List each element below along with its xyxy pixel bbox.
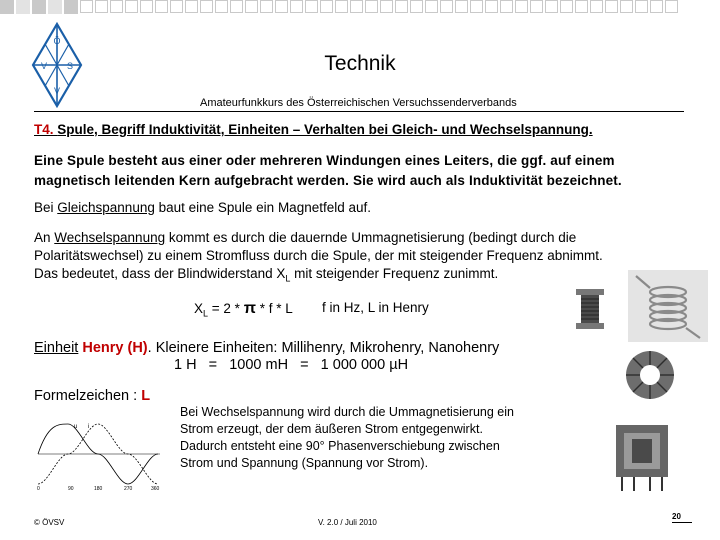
page-subtitle: Amateurfunkkurs des Österreichischen Versuchssenderverbands xyxy=(200,97,517,109)
formula-lhs: X xyxy=(194,301,204,316)
grid-cell xyxy=(515,0,528,13)
grid-cell xyxy=(620,0,633,13)
ac-line1-rest: kommt es durch die dauernde Ummagnetisierung (bedingt durch die xyxy=(165,230,577,245)
grid-cell xyxy=(395,0,408,13)
phase-shift-graph xyxy=(34,418,164,493)
grid-cell xyxy=(350,0,363,13)
grid-cell xyxy=(320,0,333,13)
grid-cell xyxy=(200,0,213,13)
grid-cell xyxy=(305,0,318,13)
air-coil-image xyxy=(628,270,708,342)
grid-cell xyxy=(140,0,153,13)
reactance-formula xyxy=(194,300,293,319)
ac-line3-sub: L xyxy=(285,273,291,284)
formelzeichen xyxy=(34,388,150,404)
grid-cell xyxy=(605,0,618,13)
grid-cell xyxy=(335,0,348,13)
grid-cell xyxy=(155,0,168,13)
curve-label-i: i xyxy=(88,424,90,430)
grid-cell xyxy=(230,0,243,13)
unit-line xyxy=(34,340,499,356)
unit-rest: . Kleinere Einheiten: Millihenry, Mikrohenry, Nanohenry xyxy=(147,340,500,356)
transformer-image xyxy=(610,415,674,495)
tick-label: 90 xyxy=(68,486,74,492)
footer-copyright: © ÖVSV xyxy=(34,518,65,527)
tick-label: 180 xyxy=(94,486,103,492)
ac-paragraph xyxy=(34,229,694,288)
section-heading xyxy=(34,122,593,137)
svg-text:V: V xyxy=(40,61,48,71)
grid-cell xyxy=(48,0,62,14)
grid-cell xyxy=(110,0,123,13)
formula-lhs-sub: L xyxy=(203,308,209,319)
footer-rule xyxy=(672,522,692,523)
unit-equation: 1 H = 1000 mH = 1 000 000 µH xyxy=(174,357,409,373)
grid-cell xyxy=(575,0,588,13)
unit-name: Henry (H) xyxy=(82,340,148,356)
ac-line-2: Polaritätswechsel) zu einem Stromfluss durch die Spule, der mit steigender Frequenz abnimmt. xyxy=(34,248,603,263)
grid-cell xyxy=(590,0,603,13)
formula-rest: * f * L xyxy=(255,301,293,316)
formelzeichen-symbol: L xyxy=(141,388,151,404)
grid-cell xyxy=(95,0,108,13)
section-heading-text: Spule, Begriff Induktivität, Einheiten – Verhalten bei Gleich- und Wechselspannung. xyxy=(57,122,593,137)
grid-cell xyxy=(170,0,183,13)
grid-cell xyxy=(410,0,423,13)
tick-label: 0 xyxy=(37,486,40,492)
grid-cell xyxy=(665,0,678,13)
ac-line-1 xyxy=(34,229,694,247)
grid-cell xyxy=(80,0,93,13)
svg-text:V: V xyxy=(53,86,61,96)
grid-cell xyxy=(545,0,558,13)
formula-units: f in Hz, L in Henry xyxy=(322,300,429,315)
grid-cell xyxy=(380,0,393,13)
dc-rest: baut eine Spule ein Magnetfeld auf. xyxy=(154,200,372,215)
grid-cell xyxy=(275,0,288,13)
grid-cell xyxy=(650,0,663,13)
footer-version: V. 2.0 / Juli 2010 xyxy=(318,518,377,527)
decorative-grid xyxy=(0,0,680,14)
formelzeichen-label: Formelzeichen : xyxy=(34,388,142,404)
ac-line3-post: mit steigender Frequenz zunimmt. xyxy=(290,266,499,281)
dc-paragraph xyxy=(34,199,694,217)
grid-cell xyxy=(32,0,46,14)
ac-line3-pre: Das bedeutet, dass der Blindwiderstand X xyxy=(34,266,286,281)
grid-cell xyxy=(425,0,438,13)
grid-cell xyxy=(64,0,78,14)
grid-cell xyxy=(560,0,573,13)
formula-eq: = 2 * xyxy=(208,301,244,316)
grid-cell xyxy=(290,0,303,13)
svg-text:Ö: Ö xyxy=(53,36,61,46)
grid-cell xyxy=(470,0,483,13)
ac-prefix: An xyxy=(34,230,55,245)
ac-keyword: Wechselspannung xyxy=(54,230,166,245)
grid-cell xyxy=(530,0,543,13)
grid-cell xyxy=(635,0,648,13)
grid-cell xyxy=(485,0,498,13)
note-paragraph: Bei Wechselspannung wird durch die Ummagnetisierung ein Strom erzeugt, der dem äußeren Strom entgegenwirkt. Dadurch entsteht eine 90° Phasenverschiebung zwischen Strom und Spannung (Spannung vor Strom). xyxy=(180,405,514,470)
dc-keyword: Gleichspannung xyxy=(57,200,155,215)
svg-text:S: S xyxy=(66,61,74,71)
toroid-coil-image xyxy=(620,345,680,405)
formula-pi: π xyxy=(243,300,256,317)
grid-cell xyxy=(260,0,273,13)
page-number: 20 xyxy=(672,512,681,521)
section-number: T4. xyxy=(34,122,54,137)
grid-cell xyxy=(125,0,138,13)
grid-cell xyxy=(215,0,228,13)
tick-label: 360 xyxy=(151,486,160,492)
grid-cell xyxy=(440,0,453,13)
curve-label-u: u xyxy=(74,424,78,430)
header-divider xyxy=(34,111,684,112)
grid-cell xyxy=(245,0,258,13)
grid-cell xyxy=(16,0,30,14)
dc-prefix: Bei xyxy=(34,200,58,215)
grid-cell xyxy=(0,0,14,14)
grid-cell xyxy=(365,0,378,13)
coil-bobbin-image xyxy=(570,285,610,333)
intro-paragraph: Eine Spule besteht aus einer oder mehreren Windungen eines Leiters, die ggf. auf einem magnetisch leitenden Kern aufgebracht werden. Sie wird auch als Induktivität bezeichnet. xyxy=(34,153,622,188)
grid-cell xyxy=(185,0,198,13)
page-title: Technik xyxy=(324,52,396,75)
unit-keyword: Einheit xyxy=(34,340,79,356)
grid-cell xyxy=(455,0,468,13)
grid-cell xyxy=(500,0,513,13)
tick-label: 270 xyxy=(124,486,133,492)
